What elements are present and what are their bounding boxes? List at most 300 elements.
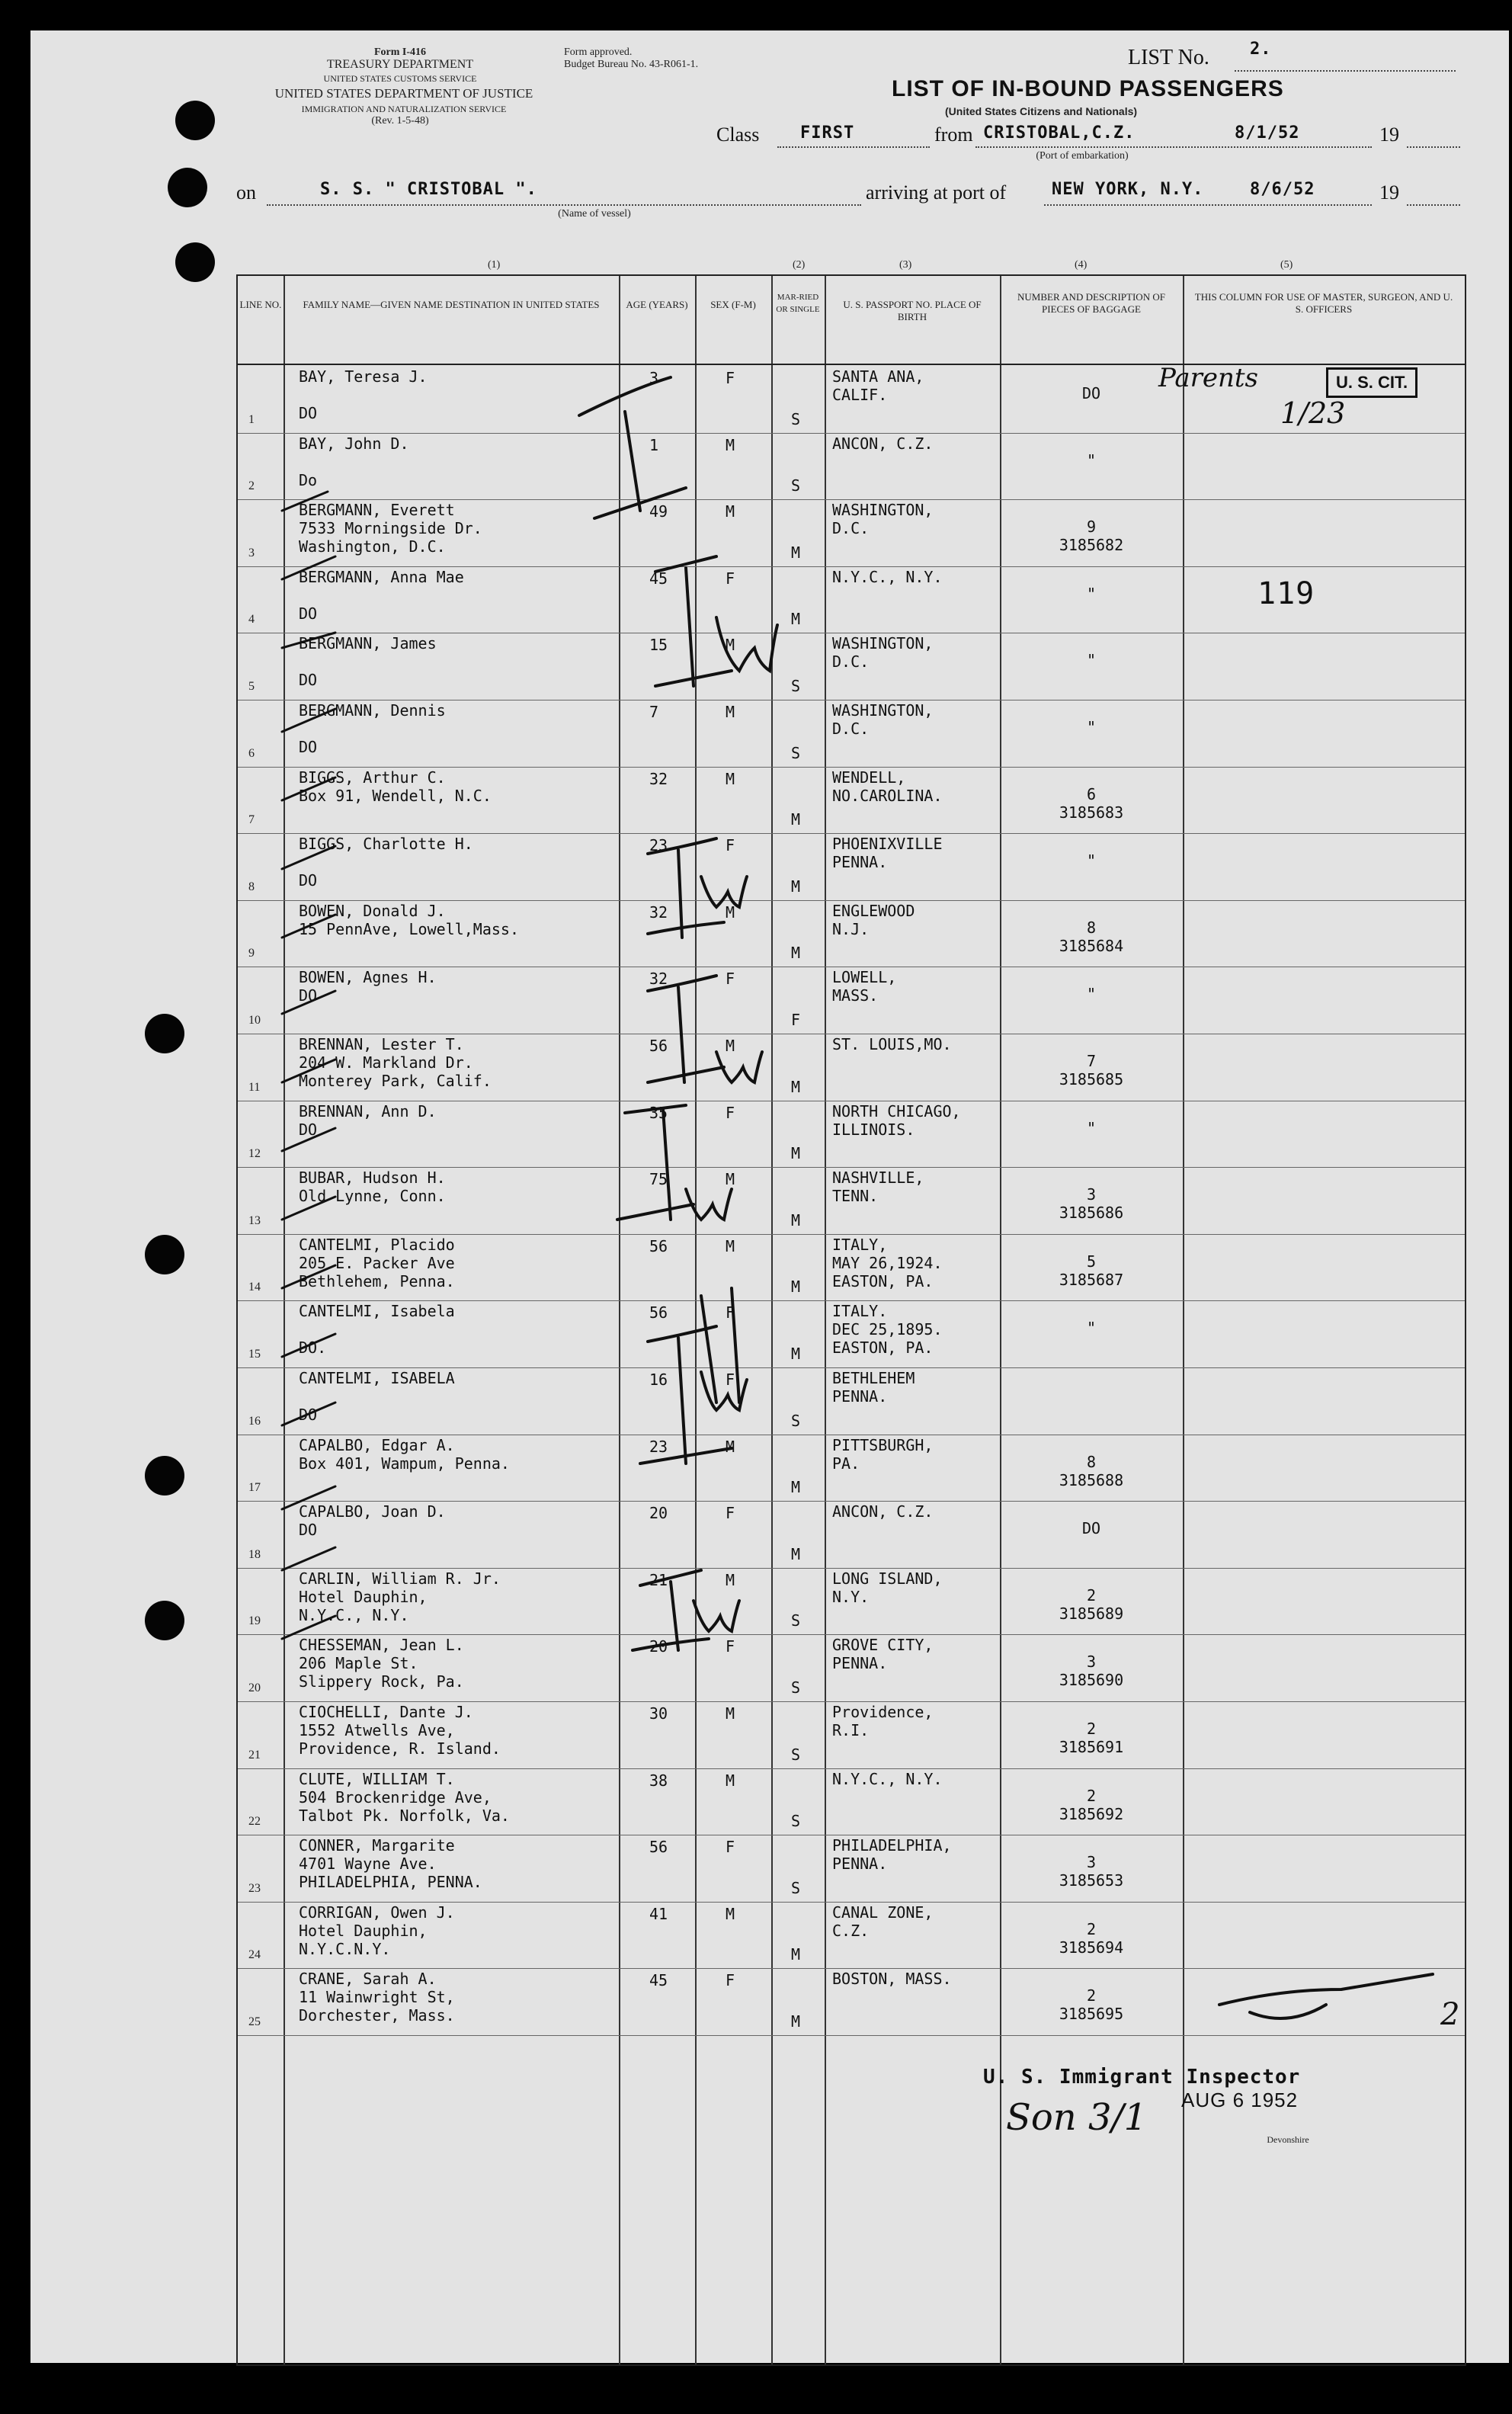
birthplace-line: Providence, bbox=[832, 1703, 934, 1721]
sex-value: F bbox=[726, 569, 735, 588]
sex-value: F bbox=[726, 836, 735, 855]
birthplace-line: C.Z. bbox=[832, 1921, 870, 1940]
passenger-name: CAPALBO, Joan D. bbox=[299, 1502, 446, 1521]
birthplace-line: N.Y. bbox=[832, 1587, 870, 1606]
passenger-name: CONNER, Margarite bbox=[299, 1836, 455, 1855]
baggage-line: 5 bbox=[1086, 1252, 1097, 1271]
sex-value: M bbox=[726, 435, 735, 454]
on-label: on bbox=[236, 181, 256, 204]
line-number: 13 bbox=[248, 1213, 261, 1227]
birthplace-line: BETHLEHEM bbox=[832, 1369, 915, 1387]
ins-service: IMMIGRATION AND NATURALIZATION SERVICE bbox=[301, 104, 507, 114]
age-value: 35 bbox=[649, 1103, 668, 1122]
col-header-married: MAR-RIED OR SINGLE bbox=[776, 293, 820, 314]
col-header-line: LINE NO. bbox=[239, 299, 282, 310]
col-num-1: (1) bbox=[488, 259, 501, 271]
punch-hole bbox=[175, 101, 215, 140]
col-header-name: FAMILY NAME—GIVEN NAME DESTINATION IN UNITED STATES bbox=[303, 299, 600, 310]
year-line-2 bbox=[1407, 204, 1460, 206]
birthplace-line: ANCON, C.Z. bbox=[832, 1502, 934, 1521]
destination-line: Old Lynne, Conn. bbox=[299, 1187, 446, 1206]
line-number: 18 bbox=[248, 1547, 261, 1561]
passenger-name: CANTELMI, ISABELA bbox=[299, 1369, 455, 1387]
header-rule bbox=[238, 364, 1465, 365]
birthplace-line: ANCON, C.Z. bbox=[832, 434, 934, 453]
page-title: LIST OF IN-BOUND PASSENGERS bbox=[892, 76, 1284, 101]
birthplace-line: MAY 26,1924. bbox=[832, 1253, 943, 1272]
passenger-name: BERGMANN, Everett bbox=[299, 501, 455, 520]
passenger-name: BAY, Teresa J. bbox=[299, 367, 428, 386]
birthplace-line: NORTH CHICAGO, bbox=[832, 1101, 961, 1120]
line-number: 8 bbox=[248, 880, 255, 893]
baggage-line: " bbox=[1086, 718, 1097, 736]
marital-status: S bbox=[791, 1878, 801, 1897]
birthplace-line: ST. LOUIS,MO. bbox=[832, 1035, 952, 1053]
col-header-age: AGE (YEARS) bbox=[626, 299, 688, 310]
table-row bbox=[238, 499, 1465, 566]
birthplace-line: PENNA. bbox=[832, 1387, 888, 1406]
arrival-date: 8/6/52 bbox=[1250, 180, 1315, 199]
baggage-line: 3 bbox=[1086, 1185, 1097, 1204]
age-value: 56 bbox=[649, 1037, 668, 1055]
table-row bbox=[238, 1234, 1465, 1301]
baggage-line: 3185684 bbox=[1059, 936, 1124, 955]
line-number: 22 bbox=[248, 1815, 261, 1829]
age-value: 41 bbox=[649, 1904, 668, 1923]
age-value: 56 bbox=[649, 1236, 668, 1255]
marital-status: M bbox=[791, 1210, 801, 1229]
marital-status: S bbox=[791, 1812, 801, 1831]
age-value: 21 bbox=[649, 1570, 668, 1589]
sex-value: F bbox=[726, 970, 735, 989]
table-row bbox=[238, 900, 1465, 967]
birthplace-line: BOSTON, MASS. bbox=[832, 1970, 952, 1989]
marital-status: S bbox=[791, 1745, 801, 1764]
baggage-line: 3185689 bbox=[1059, 1604, 1124, 1623]
from-date: 8/1/52 bbox=[1235, 123, 1300, 143]
age-value: 16 bbox=[649, 1370, 668, 1389]
baggage-line: " bbox=[1086, 851, 1097, 870]
arriving-label: arriving at port of bbox=[866, 181, 1007, 204]
destination-line: DO bbox=[299, 1406, 318, 1424]
baggage-line: " bbox=[1086, 584, 1097, 603]
passenger-name: CHESSEMAN, Jean L. bbox=[299, 1636, 464, 1655]
birthplace-line: NASHVILLE, bbox=[832, 1169, 924, 1188]
destination-line: 205 E. Packer Ave bbox=[299, 1253, 455, 1272]
line-number: 24 bbox=[248, 1948, 261, 1962]
marital-status: S bbox=[791, 1411, 801, 1430]
sex-value: M bbox=[726, 703, 735, 721]
sex-value: F bbox=[726, 369, 735, 387]
age-value: 1 bbox=[649, 435, 659, 454]
baggage-line: 9 bbox=[1086, 518, 1097, 537]
baggage-line: 8 bbox=[1086, 1452, 1097, 1471]
age-value: 75 bbox=[649, 1170, 668, 1189]
table-row bbox=[238, 1768, 1465, 1835]
col-header-officers: THIS COLUMN FOR USE OF MASTER, SURGEON, AND U. S. OFFICERS bbox=[1194, 291, 1453, 315]
destination-line: DO bbox=[299, 871, 318, 890]
age-value: 15 bbox=[649, 636, 668, 655]
baggage-line: 3 bbox=[1086, 1853, 1097, 1872]
table-row bbox=[238, 833, 1465, 900]
birthplace-line: EASTON, PA. bbox=[832, 1271, 934, 1290]
vessel-note: (Name of vessel) bbox=[558, 208, 631, 220]
baggage-line: " bbox=[1086, 1319, 1097, 1338]
marital-status: F bbox=[791, 1010, 801, 1029]
sex-value: F bbox=[726, 1637, 735, 1656]
passenger-name: BRENNAN, Ann D. bbox=[299, 1101, 437, 1120]
birthplace-line: PENNA. bbox=[832, 1855, 888, 1874]
birthplace-line: PENNA. bbox=[832, 853, 888, 872]
list-number-label: LIST No. bbox=[1128, 46, 1209, 69]
destination-line: DO bbox=[299, 404, 318, 422]
destination-line: PHILADELPHIA, PENNA. bbox=[299, 1873, 482, 1892]
passenger-name: CIOCHELLI, Dante J. bbox=[299, 1703, 473, 1721]
birthplace-line: CANAL ZONE, bbox=[832, 1903, 934, 1922]
line-number: 10 bbox=[248, 1013, 261, 1027]
sex-value: M bbox=[726, 1236, 735, 1255]
line-number: 1 bbox=[248, 412, 255, 426]
destination-line: DO bbox=[299, 738, 318, 756]
inspector-label: U. S. Immigrant Inspector bbox=[983, 2066, 1301, 2089]
birthplace-line: N.J. bbox=[832, 919, 870, 938]
col-num-5: (5) bbox=[1280, 259, 1293, 271]
table-row bbox=[238, 433, 1465, 500]
age-value: 45 bbox=[649, 569, 668, 588]
marital-status: M bbox=[791, 1478, 801, 1497]
birthplace-line: PA. bbox=[832, 1454, 860, 1473]
destination-line: 4701 Wayne Ave. bbox=[299, 1855, 437, 1874]
birthplace-line: TENN. bbox=[832, 1187, 879, 1206]
sex-value: M bbox=[726, 1704, 735, 1723]
destination-line: Dorchester, Mass. bbox=[299, 2006, 455, 2025]
line-number: 23 bbox=[248, 1881, 261, 1895]
passenger-name: CORRIGAN, Owen J. bbox=[299, 1903, 455, 1922]
baggage-line: 3185691 bbox=[1059, 1738, 1124, 1756]
passenger-name: CRANE, Sarah A. bbox=[299, 1970, 437, 1989]
passenger-name: BIGGS, Charlotte H. bbox=[299, 835, 473, 854]
row-rule bbox=[238, 2035, 1465, 2036]
passenger-name: BERGMANN, Anna Mae bbox=[299, 567, 464, 586]
age-value: 3 bbox=[649, 369, 659, 387]
table-row bbox=[238, 1034, 1465, 1101]
budget-bureau: Budget Bureau No. 43-R061-1. bbox=[564, 59, 699, 70]
year-line-1 bbox=[1407, 146, 1460, 148]
sex-value: F bbox=[726, 1504, 735, 1523]
baggage-line: 2 bbox=[1086, 1720, 1097, 1738]
table-row bbox=[238, 1701, 1465, 1768]
list-number: 2. bbox=[1250, 40, 1272, 59]
baggage-line: 3185686 bbox=[1059, 1204, 1124, 1223]
table-row bbox=[238, 1101, 1465, 1168]
age-value: 56 bbox=[649, 1838, 668, 1857]
passenger-name: BOWEN, Agnes H. bbox=[299, 968, 437, 987]
birthplace-line: ITALY. bbox=[832, 1302, 888, 1321]
line-number: 20 bbox=[248, 1681, 261, 1694]
port-embark-note: (Port of embarkation) bbox=[1036, 150, 1129, 162]
destination-line: DO bbox=[299, 604, 318, 623]
baggage-line: DO bbox=[1081, 1519, 1101, 1538]
punch-hole bbox=[145, 1601, 184, 1640]
marital-status: S bbox=[791, 1611, 801, 1630]
col-header-sex: SEX (F-M) bbox=[710, 299, 756, 310]
passenger-name: BAY, John D. bbox=[299, 434, 409, 453]
baggage-line: " bbox=[1086, 1118, 1097, 1137]
sex-value: F bbox=[726, 1838, 735, 1857]
from-port: CRISTOBAL,C.Z. bbox=[983, 123, 1136, 143]
list-number-line bbox=[1235, 70, 1456, 72]
punch-hole bbox=[145, 1014, 184, 1053]
birthplace-line: ILLINOIS. bbox=[832, 1120, 915, 1139]
col-num-2: (2) bbox=[793, 259, 806, 271]
birthplace-line: D.C. bbox=[832, 720, 870, 738]
year-label-1: 19 bbox=[1379, 123, 1399, 146]
table-row bbox=[238, 1568, 1465, 1635]
arrival-port: NEW YORK, N.Y. bbox=[1052, 180, 1204, 199]
line-number: 4 bbox=[248, 613, 255, 627]
birthplace-line: GROVE CITY, bbox=[832, 1636, 934, 1655]
destination-line: Hotel Dauphin, bbox=[299, 1587, 428, 1606]
baggage-line: 3185690 bbox=[1059, 1671, 1124, 1690]
line-number: 11 bbox=[248, 1080, 261, 1094]
line-number: 14 bbox=[248, 1281, 261, 1294]
marital-status: M bbox=[791, 1344, 801, 1363]
table-row bbox=[238, 1300, 1465, 1367]
inspector-date: AUG 6 1952 bbox=[1181, 2089, 1299, 2111]
baggage-line: 3185687 bbox=[1059, 1270, 1124, 1289]
destination-line: Monterey Park, Calif. bbox=[299, 1072, 492, 1090]
age-value: 30 bbox=[649, 1704, 668, 1723]
passenger-name: CLUTE, WILLIAM T. bbox=[299, 1769, 455, 1788]
destination-line: Talbot Pk. Norfolk, Va. bbox=[299, 1806, 510, 1825]
age-value: 20 bbox=[649, 1504, 668, 1523]
birthplace-line: PHOENIXVILLE bbox=[832, 835, 943, 854]
birthplace-line: DEC 25,1895. bbox=[832, 1320, 943, 1339]
col-num-4: (4) bbox=[1075, 259, 1088, 271]
line-number: 3 bbox=[248, 546, 255, 559]
line-number: 5 bbox=[248, 679, 255, 693]
inspector-signature-number: 2 bbox=[1440, 1997, 1460, 2032]
table-row bbox=[238, 1634, 1465, 1701]
col-header-passport: U. S. PASSPORT NO. PLACE OF BIRTH bbox=[843, 299, 982, 322]
line-number: 6 bbox=[248, 746, 255, 760]
table-row bbox=[238, 967, 1465, 1034]
line-number: 7 bbox=[248, 813, 255, 827]
birthplace-line: N.Y.C., N.Y. bbox=[832, 1769, 943, 1788]
destination-line: 7533 Morningside Dr. bbox=[299, 519, 482, 538]
col-num-3: (3) bbox=[899, 259, 912, 271]
destination-line: 204 W. Markland Dr. bbox=[299, 1053, 473, 1072]
passenger-name: BOWEN, Donald J. bbox=[299, 901, 446, 920]
line-number: 16 bbox=[248, 1414, 261, 1428]
passenger-name: BERGMANN, James bbox=[299, 634, 437, 653]
baggage-line: 2 bbox=[1086, 1585, 1097, 1605]
baggage-line: 3185692 bbox=[1059, 1804, 1124, 1823]
line-number: 19 bbox=[248, 1614, 261, 1628]
baggage-line: 2 bbox=[1086, 1786, 1097, 1805]
age-value: 38 bbox=[649, 1771, 668, 1790]
baggage-line: 3185653 bbox=[1059, 1871, 1124, 1890]
us-cit-stamp: U. S. CIT. bbox=[1326, 367, 1418, 398]
birthplace-line: SANTA ANA, bbox=[832, 367, 924, 386]
fraction-note: 1/23 bbox=[1280, 396, 1346, 430]
line-number: 21 bbox=[248, 1748, 261, 1762]
passenger-name: CANTELMI, Isabela bbox=[299, 1302, 455, 1321]
destination-line: N.Y.C., N.Y. bbox=[299, 1605, 409, 1624]
sex-value: M bbox=[726, 1037, 735, 1055]
marital-status: S bbox=[791, 409, 801, 428]
destination-line: 11 Wainwright St, bbox=[299, 1988, 455, 2007]
destination-line: Providence, R. Island. bbox=[299, 1739, 501, 1758]
customs-service: UNITED STATES CUSTOMS SERVICE bbox=[323, 73, 477, 84]
birthplace-line: LONG ISLAND, bbox=[832, 1569, 943, 1588]
sex-value: M bbox=[726, 902, 735, 922]
passenger-name: BERGMANN, Dennis bbox=[299, 701, 446, 720]
parents-note: Parents bbox=[1158, 363, 1259, 393]
sex-value: M bbox=[726, 769, 735, 788]
passenger-name: CANTELMI, Placido bbox=[299, 1235, 455, 1254]
line-number: 2 bbox=[248, 479, 255, 493]
line-number: 9 bbox=[248, 947, 255, 960]
age-value: 23 bbox=[649, 836, 668, 855]
marital-status: M bbox=[791, 944, 801, 963]
table-row bbox=[238, 1835, 1465, 1902]
birthplace-line: WASHINGTON, bbox=[832, 501, 934, 520]
baggage-line: 3185685 bbox=[1059, 1070, 1124, 1088]
destination-line: Washington, D.C. bbox=[299, 537, 446, 556]
age-value: 45 bbox=[649, 1971, 668, 1990]
birthplace-line: ITALY, bbox=[832, 1235, 888, 1254]
year-label-2: 19 bbox=[1379, 181, 1399, 204]
punch-hole bbox=[175, 242, 215, 282]
destination-line: Box 91, Wendell, N.C. bbox=[299, 786, 492, 805]
baggage-line: 2 bbox=[1086, 1986, 1097, 2005]
birthplace-line: D.C. bbox=[832, 652, 870, 672]
birthplace-line: MASS. bbox=[832, 986, 879, 1005]
destination-line: DO bbox=[299, 1521, 318, 1540]
destination-line: Hotel Dauphin, bbox=[299, 1921, 428, 1940]
baggage-line: 7 bbox=[1086, 1052, 1097, 1070]
destination-line: DO bbox=[299, 1120, 318, 1139]
baggage-line: 3185682 bbox=[1059, 536, 1124, 555]
arrival-line bbox=[1044, 204, 1372, 206]
sex-value: M bbox=[726, 502, 735, 521]
birthplace-line: PHILADELPHIA, bbox=[832, 1836, 952, 1855]
destination-line: DO. bbox=[299, 1338, 327, 1358]
birthplace-line: ENGLEWOOD bbox=[832, 901, 915, 920]
sex-value: M bbox=[726, 1771, 735, 1790]
class-line bbox=[777, 146, 930, 148]
baggage-line: " bbox=[1086, 450, 1097, 470]
marital-status: M bbox=[791, 810, 801, 829]
table-row bbox=[238, 767, 1465, 834]
passenger-name: BIGGS, Arthur C. bbox=[299, 768, 446, 787]
marital-status: M bbox=[791, 1544, 801, 1563]
baggage-line: DO bbox=[1081, 384, 1101, 402]
birthplace-line: PITTSBURGH, bbox=[832, 1435, 934, 1454]
bottom-handwritten-note: Son 3/1 bbox=[1006, 2096, 1148, 2139]
passenger-name: BUBAR, Hudson H. bbox=[299, 1169, 446, 1188]
table-row bbox=[238, 1968, 1465, 2035]
destination-line: 1552 Atwells Ave, bbox=[299, 1721, 455, 1739]
destination-line: Bethlehem, Penna. bbox=[299, 1271, 455, 1290]
marital-status: M bbox=[791, 610, 801, 629]
sex-value: F bbox=[726, 1971, 735, 1990]
destination-line: Slippery Rock, Pa. bbox=[299, 1672, 464, 1691]
age-value: 7 bbox=[649, 703, 659, 721]
baggage-line: 8 bbox=[1086, 918, 1097, 937]
punch-hole bbox=[145, 1456, 184, 1496]
marital-status: S bbox=[791, 476, 801, 495]
baggage-line: 3185688 bbox=[1059, 1470, 1124, 1489]
destination-line: 15 PennAve, Lowell,Mass. bbox=[299, 919, 519, 938]
birthplace-line: PENNA. bbox=[832, 1654, 888, 1673]
age-value: 20 bbox=[649, 1637, 668, 1656]
marital-status: S bbox=[791, 1678, 801, 1697]
line-number: 25 bbox=[248, 2015, 261, 2028]
marital-status: M bbox=[791, 1945, 801, 1964]
line-number: 17 bbox=[248, 1481, 261, 1495]
form-approved: Form approved. bbox=[564, 46, 633, 58]
marital-status: M bbox=[791, 2012, 801, 2031]
birthplace-line: CALIF. bbox=[832, 386, 888, 404]
marital-status: M bbox=[791, 1077, 801, 1096]
manifest-sheet bbox=[30, 30, 1509, 2363]
passenger-name: CAPALBO, Edgar A. bbox=[299, 1435, 455, 1454]
table-row bbox=[238, 1167, 1465, 1234]
marital-status: M bbox=[791, 1144, 801, 1163]
table-row bbox=[238, 1367, 1465, 1435]
birthplace-line: R.I. bbox=[832, 1721, 870, 1739]
birthplace-line: WASHINGTON, bbox=[832, 634, 934, 653]
count-total: 119 bbox=[1257, 576, 1315, 611]
sex-value: M bbox=[726, 1570, 735, 1589]
passenger-name: CARLIN, William R. Jr. bbox=[299, 1569, 501, 1588]
table-row bbox=[238, 1435, 1465, 1502]
destination-line: N.Y.C.N.Y. bbox=[299, 1939, 391, 1958]
destination-line: Do bbox=[299, 470, 318, 489]
table-row bbox=[238, 700, 1465, 767]
table-row bbox=[238, 1902, 1465, 1969]
sex-value: F bbox=[726, 1370, 735, 1389]
sex-value: F bbox=[726, 1303, 735, 1322]
class-label: Class bbox=[716, 123, 760, 146]
destination-line: DO bbox=[299, 986, 318, 1005]
treasury-dept: TREASURY DEPARTMENT bbox=[326, 58, 474, 71]
baggage-line: " bbox=[1086, 651, 1097, 670]
marital-status: M bbox=[791, 543, 801, 562]
form-number: Form I-416 bbox=[373, 46, 427, 58]
punch-hole bbox=[145, 1235, 184, 1274]
sex-value: M bbox=[726, 1170, 735, 1189]
from-line bbox=[975, 146, 1372, 148]
baggage-line: 3185694 bbox=[1059, 1938, 1124, 1957]
baggage-line: 3 bbox=[1086, 1653, 1097, 1672]
line-number: 15 bbox=[248, 1347, 261, 1361]
baggage-line: 2 bbox=[1086, 1919, 1097, 1938]
destination-line: 206 Maple St. bbox=[299, 1654, 418, 1673]
vessel-line bbox=[267, 204, 861, 206]
col-header-baggage: NUMBER AND DESCRIPTION OF PIECES OF BAGGAGE bbox=[1017, 291, 1165, 315]
passenger-name: BRENNAN, Lester T. bbox=[299, 1035, 464, 1053]
marital-status: S bbox=[791, 743, 801, 762]
birthplace-line: WENDELL, bbox=[832, 768, 906, 787]
marital-status: M bbox=[791, 877, 801, 896]
from-label: from bbox=[934, 123, 973, 146]
birthplace-line: NO.CAROLINA. bbox=[832, 786, 943, 805]
form-revision: (Rev. 1-5-48) bbox=[371, 115, 429, 127]
birthplace-line: LOWELL, bbox=[832, 968, 897, 987]
